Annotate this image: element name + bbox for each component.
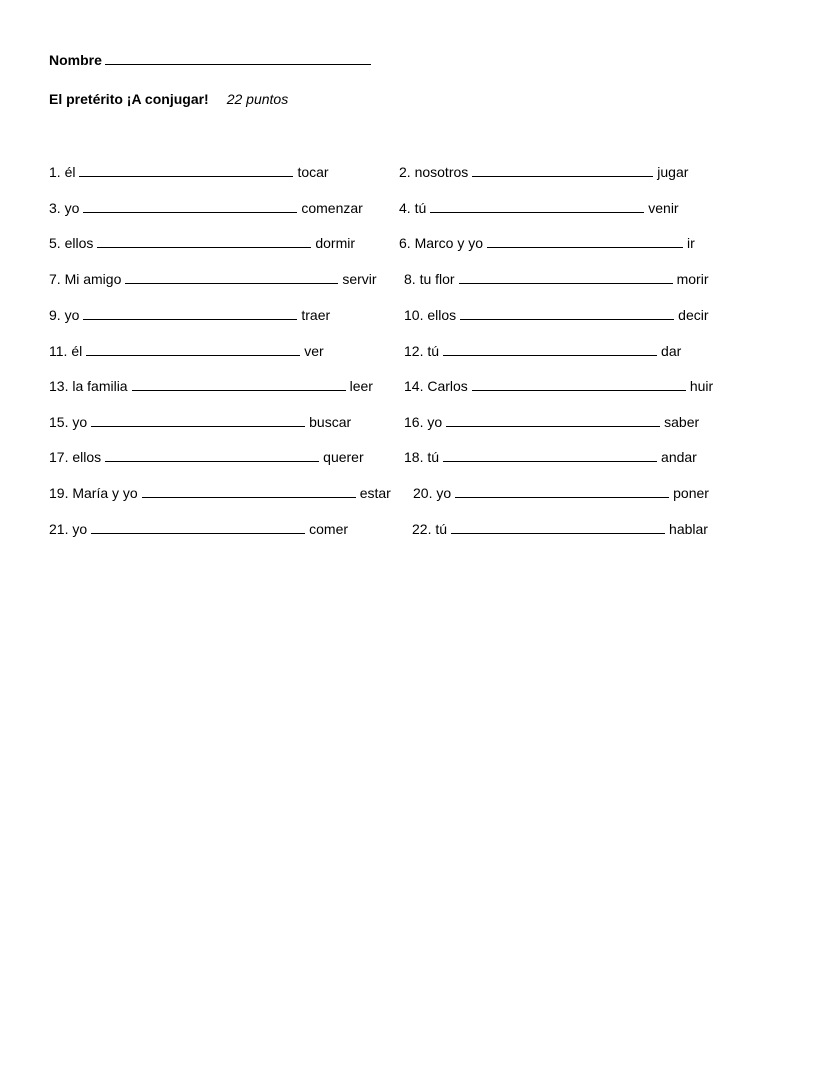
question-prompt: 7. Mi amigo	[49, 271, 122, 287]
question-prompt: 19. María y yo	[49, 485, 138, 501]
question-prompt: 20. yo	[413, 485, 452, 501]
question-prompt: 2. nosotros	[399, 164, 469, 180]
question-verb: leer	[349, 378, 373, 394]
question-verb: morir	[676, 271, 709, 287]
question-verb: ver	[304, 343, 324, 359]
question-verb: decir	[678, 307, 709, 323]
question-3	[49, 198, 363, 216]
question-verb: andar	[661, 449, 697, 465]
answer-line[interactable]	[125, 269, 338, 284]
question-15	[49, 412, 351, 430]
question-prompt: 8. tu flor	[404, 271, 455, 287]
answer-line[interactable]	[91, 519, 305, 534]
question-18	[404, 447, 697, 465]
question-22	[412, 519, 708, 537]
question-verb: estar	[359, 485, 391, 501]
question-prompt: 21. yo	[49, 521, 88, 537]
question-5	[49, 233, 355, 251]
answer-line[interactable]	[487, 233, 683, 248]
question-verb: buscar	[309, 414, 352, 430]
answer-line[interactable]	[460, 305, 674, 320]
answer-line[interactable]	[79, 162, 293, 177]
question-verb: traer	[301, 307, 331, 323]
question-prompt: 12. tú	[404, 343, 440, 359]
answer-line[interactable]	[443, 447, 657, 462]
question-prompt: 22. tú	[412, 521, 448, 537]
question-prompt: 11. él	[49, 343, 83, 359]
worksheet-title-row	[49, 90, 288, 108]
question-verb: dormir	[315, 235, 356, 251]
question-17	[49, 447, 364, 465]
points-label: 22 puntos	[226, 91, 289, 107]
name-answer-line[interactable]	[105, 50, 371, 65]
name-field-row	[49, 50, 375, 68]
question-20	[413, 483, 709, 501]
question-prompt: 10. ellos	[404, 307, 457, 323]
question-verb: tocar	[297, 164, 329, 180]
answer-line[interactable]	[455, 483, 669, 498]
question-prompt: 13. la familia	[49, 378, 128, 394]
question-prompt: 18. tú	[404, 449, 440, 465]
answer-line[interactable]	[97, 233, 311, 248]
question-14	[404, 376, 713, 394]
worksheet-title: El pretérito ¡A conjugar!	[49, 91, 209, 107]
question-prompt: 14. Carlos	[404, 378, 468, 394]
question-verb: querer	[323, 449, 364, 465]
question-verb: comenzar	[301, 200, 363, 216]
question-prompt: 15. yo	[49, 414, 88, 430]
question-verb: ir	[687, 235, 695, 251]
answer-line[interactable]	[142, 483, 356, 498]
question-prompt: 9. yo	[49, 307, 80, 323]
question-13	[49, 376, 373, 394]
answer-line[interactable]	[430, 198, 644, 213]
question-verb: hablar	[669, 521, 708, 537]
answer-line[interactable]	[443, 341, 657, 356]
question-19	[49, 483, 391, 501]
question-verb: servir	[342, 271, 377, 287]
answer-line[interactable]	[459, 269, 673, 284]
question-prompt: 4. tú	[399, 200, 427, 216]
question-1	[49, 162, 329, 180]
question-8	[404, 269, 708, 287]
answer-line[interactable]	[472, 162, 653, 177]
question-verb: comer	[309, 521, 349, 537]
question-prompt: 16. yo	[404, 414, 443, 430]
question-9	[49, 305, 330, 323]
question-7	[49, 269, 377, 287]
question-verb: venir	[648, 200, 679, 216]
answer-line[interactable]	[472, 376, 686, 391]
question-verb: jugar	[657, 164, 689, 180]
answer-line[interactable]	[91, 412, 305, 427]
answer-line[interactable]	[132, 376, 346, 391]
question-6	[399, 233, 695, 251]
answer-line[interactable]	[105, 447, 319, 462]
question-verb: huir	[689, 378, 714, 394]
name-label: Nombre	[49, 52, 102, 68]
question-prompt: 6. Marco y yo	[399, 235, 484, 251]
answer-line[interactable]	[86, 341, 300, 356]
answer-line[interactable]	[83, 305, 297, 320]
question-16	[404, 412, 699, 430]
question-prompt: 5. ellos	[49, 235, 94, 251]
question-verb: saber	[664, 414, 700, 430]
question-verb: dar	[661, 343, 682, 359]
question-11	[49, 341, 324, 359]
question-12	[404, 341, 681, 359]
question-21	[49, 519, 348, 537]
answer-line[interactable]	[451, 519, 665, 534]
question-10	[404, 305, 709, 323]
answer-line[interactable]	[446, 412, 660, 427]
answer-line[interactable]	[83, 198, 297, 213]
question-prompt: 1. él	[49, 164, 76, 180]
question-4	[399, 198, 679, 216]
question-verb: poner	[673, 485, 709, 501]
question-2	[399, 162, 688, 180]
question-prompt: 3. yo	[49, 200, 80, 216]
question-prompt: 17. ellos	[49, 449, 102, 465]
